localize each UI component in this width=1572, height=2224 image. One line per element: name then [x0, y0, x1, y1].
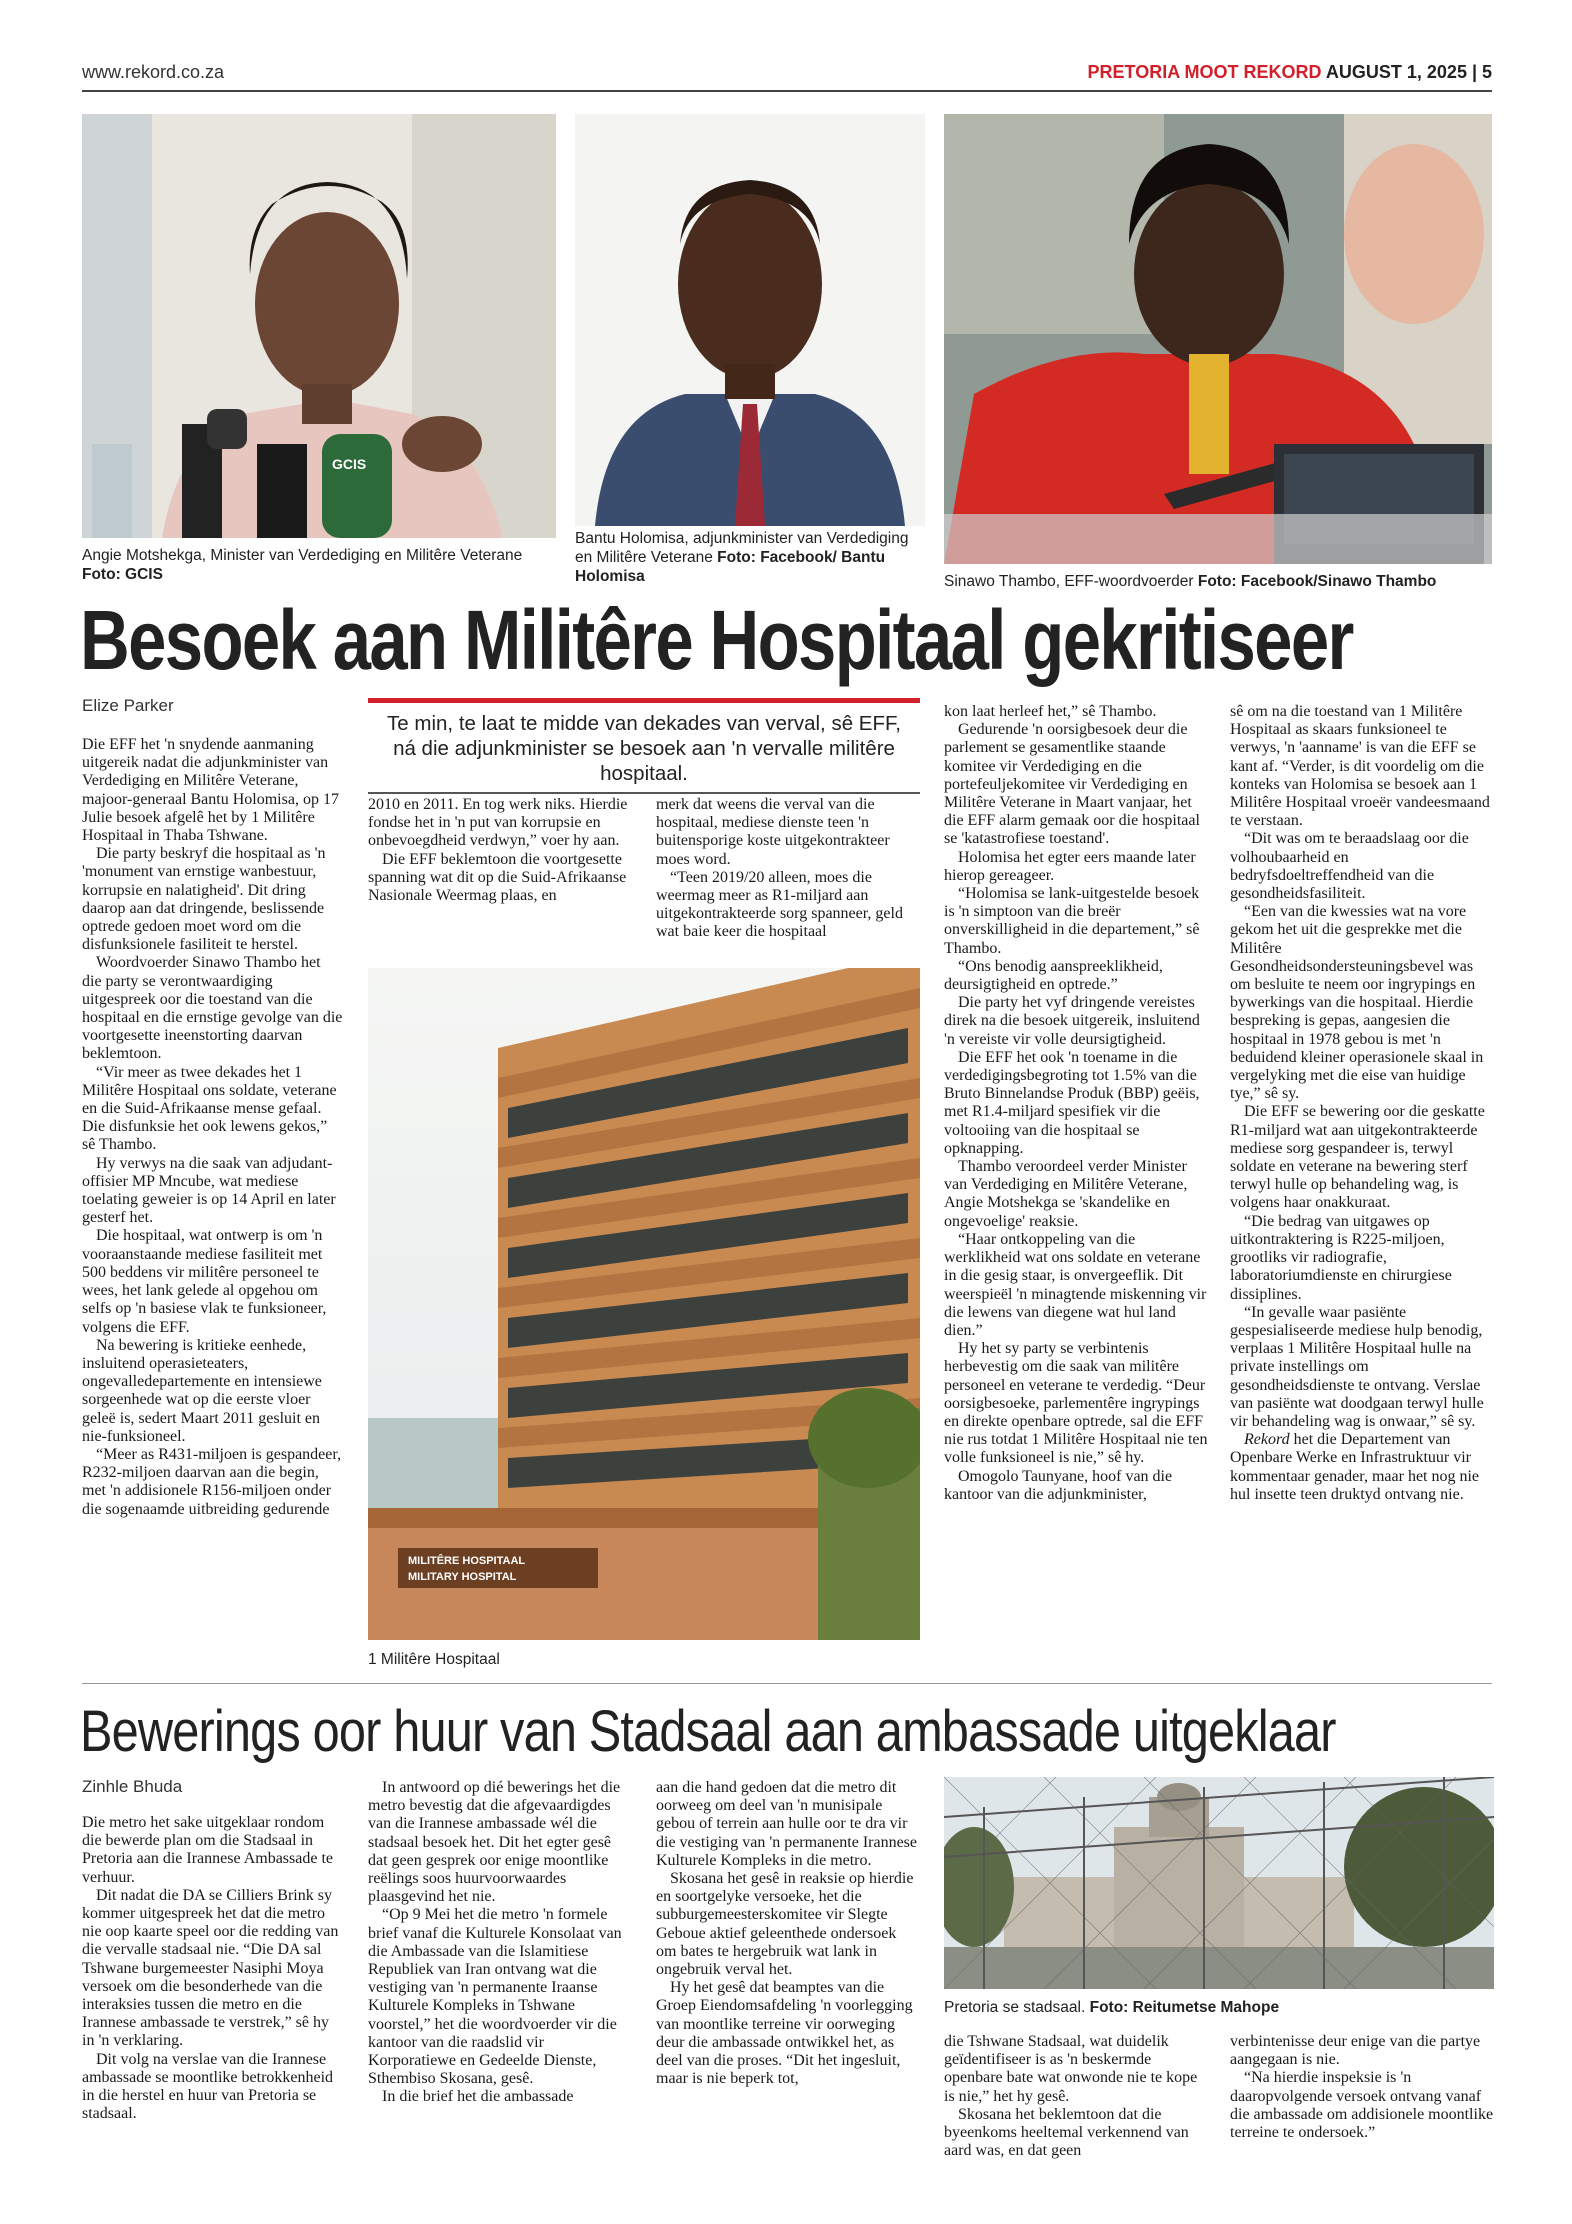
section-divider	[82, 1683, 1492, 1684]
photo-1-military-hospital	[368, 968, 920, 1640]
caption-hospital: 1 Militêre Hospitaal	[368, 1651, 500, 1668]
paragraph: Hy het gesê dat beamptes van die Groep Eiendomsafdeling 'n voorlegging van moontlike terreine vir oorweging deur die ambassade ontwikkel het, as deel van die proses. “Dit het ingesluit, maar is nie beperk tot,	[656, 1979, 913, 2088]
article1-column-4	[944, 703, 1208, 1504]
photo-thambo	[944, 114, 1492, 564]
paragraph: “Holomisa se lank-uitgestelde besoek is 'n simptoon van die breër onverskilligheid in die departement,” sê Thambo.	[944, 885, 1200, 957]
paragraph: Die EFF het 'n snydende aanmaning uitgereik nadat die adjunkminister van Verdediging en Militêre Veterane, majoor-generaal Bantu Holomisa, op 17 Julie besoek afgelê het by 1 Militêre Hospitaal in Thaba Tshwane.	[82, 736, 339, 845]
article2-column-3	[656, 1779, 920, 2088]
paragraph: “Meer as R431-miljoen is gespandeer, R232-miljoen daarvan aan die begin, met 'n addisionele R156-miljoen onder die sogenaamde uitbreiding gedurende	[82, 1445, 342, 1518]
paragraph: Skosana het gesê in reaksie op hierdie en soortgelyke versoeke, het die subburgemeesterskomitee vir Slegte Geboue aktief geleenthede ondersoek om bates te hergebruik wat lank in ongebruik verval het.	[656, 1870, 914, 1979]
paragraph: “Die bedrag van uitgawes op uitkontraktering is R225-miljoen, grootliks vir radiografie, laboratoriumdienste en chirurgiese dissiplines.	[1230, 1212, 1452, 1303]
hospital-sign-line-2: MILITARY HOSPITAL	[408, 1571, 517, 1583]
paragraph: Na bewering is kritieke eenhede, insluitend operasieteaters, ongevalledepartemente en intensiewe sorgeenhede wat op die eerste vloer geleë is, sedert Maart 2011 gesluit en nie-funksioneel.	[82, 1336, 322, 1445]
paragraph: sê om na die toestand van 1 Militêre Hospitaal as skaars funksioneel te verwys, 'n 'aanname' is van die EFF se kant af. “Verder, is dit voordelig om die konteks van Holomisa se besoek aan 1 Militêre Hospitaal vroeër vandeesmaand te verstaan.	[1230, 703, 1490, 830]
paragraph: Gedurende 'n oorsigbesoek deur die parlement se gesamentlike staande komitee vir Verdediging en die portefeuljekomitee vir Verdediging en Militêre Veterane in Maart vanjaar, het die EFF alarm gemaak oor die hospitaal se 'katastrofiese toestand'.	[944, 721, 1200, 848]
paragraph: Die hospitaal, wat ontwerp is om 'n vooraanstaande mediese fasiliteit met 500 beddens vir militêre personeel te wees, het lank gelede al opgehou om selfs op 'n basiese vlak te funksioneer, volgens die EFF.	[82, 1227, 327, 1336]
paragraph: die Tshwane Stadsaal, wat duidelik geïdentifiseer is as 'n beskermde openbare bate wat onwonde nie te kope is nie,” het hy gesê.	[944, 2033, 1198, 2105]
paragraph: Dit volg na verslae van die Irannese ambassade se moontlike betrokkenheid in die herstel en huur van Pretoria se stadsaal.	[82, 2050, 334, 2123]
paragraph: In die brief het die ambassade	[382, 2088, 574, 2106]
paragraph: Hy verwys na die saak van adjudant-offisier MP Mncube, wat mediese toelating geweier is op 14 April en later gesterf het.	[82, 1154, 336, 1227]
article2-column-2	[368, 1779, 632, 2107]
paragraph: Woordvoerder Sinawo Thambo het die party se verontwaardiging uitgespreek oor die toestand van die hospitaal en die ernstige gevolge van die voortgesette ineenstorting daarvan beklemtoon.	[82, 954, 343, 1063]
header-rule	[82, 90, 1492, 92]
caption-stadsaal: Pretoria se stadsaal. Foto: Reitumetse Mahope	[944, 1999, 1280, 2016]
paragraph: “Haar ontkoppeling van die werklikheid wat ons soldate en veterane in die gesig staar, is onvergeeflik. Dit weerspieël 'n minagtende miskenning vir die lewens van diegene wat hul land dien.”	[944, 1230, 1207, 1339]
article1-column-5	[1230, 703, 1494, 1504]
paragraph: 2010 en 2011. En tog werk niks. Hierdie fondse het in 'n put van korrupsie en onbevoegdheid verdwyn,” voer hy aan.	[368, 796, 628, 850]
headline-stadsaal: Bewerings oor huur van Stadsaal aan ambassade uitgeklaar	[80, 1699, 1336, 1764]
paragraph: “Na hierdie inspeksie is 'n daaropvolgende versoek ontvang vanaf die ambassade om addisionele moontlike terreine te ondersoek.”	[1230, 2069, 1494, 2142]
headline-military-hospital: Besoek aan Militêre Hospitaal gekritiseer	[80, 593, 1353, 687]
photo-motshekga	[82, 114, 556, 538]
photo-holomisa	[575, 114, 925, 526]
article2-column-1	[82, 1814, 344, 2123]
byline-zinhle-bhuda: Zinhle Bhuda	[82, 1777, 183, 1796]
article2-column-4	[944, 2033, 1208, 2160]
article1-column-1	[82, 736, 344, 1519]
page-header-info	[1088, 62, 1492, 83]
publication-name: PRETORIA MOOT REKORD	[1087, 62, 1322, 82]
byline-elize-parker: Elize Parker	[82, 696, 174, 715]
website-url[interactable]: www.rekord.co.za	[82, 62, 225, 82]
article1-column-3	[656, 796, 920, 942]
caption-thambo: Sinawo Thambo, EFF-woordvoerder Foto: Facebook/Sinawo Thambo	[944, 573, 1437, 590]
article1-column-2	[368, 796, 630, 905]
paragraph-rekord-note: Rekord het die Departement van Openbare Werke en Infrastruktuur vir kommentaar genader, maar het nog nie hul insette teen druktyd ontvang nie.	[1230, 1431, 1480, 1503]
paragraph: “Dit was om te beraadslaag oor die volhoubaarheid en bedryfsdoeltreffendheid van die gesondheidsfasiliteit.	[1230, 830, 1469, 903]
paragraph: Thambo veroordeel verder Minister van Verdediging en Militêre Veterane, Angie Motshekga se 'skandelike en ongevoelige' reaksie.	[944, 1158, 1188, 1230]
paragraph: “Vir meer as twee dekades het 1 Militêre Hospitaal ons soldate, veterane en die Suid-Afrikaanse mense gefaal. Die disfunksie het ook lewens gekos,” sê Thambo.	[82, 1063, 337, 1154]
paragraph: aan die hand gedoen dat die metro dit oorweeg om deel van 'n munisipale gebou of terrein aan hulle oor te dra vir die vestiging van 'n permanente Irannese Kulturele Kompleks in die metro.	[656, 1779, 918, 1869]
paragraph: Omogolo Taunyane, hoof van die kantoor van die adjunkminister,	[944, 1467, 1173, 1503]
paragraph: Die metro het sake uitgeklaar rondom die bewerde plan om die Stadsaal in Pretoria aan die Irannese Ambassade te verhuur.	[82, 1814, 334, 1886]
paragraph: “Op 9 Mei het die metro 'n formele brief vanaf die Kulturele Konsolaat van die Ambassade van die Islamitiese Republiek van Iran ontvang wat die vestiging van 'n permanente Iraanse Kulturele Kompleks in Tshwane voorstel,” het die woordvoerder vir die kantoor van die raadslid vir Korporatiewe en Gedeelde Dienste, Sthembiso Skosana, gesê.	[368, 1906, 622, 2088]
caption-holomisa: Bantu Holomisa, adjunkminister van Verdediging en Militêre Veterane Foto: Facebook/ Bantu Holomisa	[575, 530, 909, 585]
paragraph: Die party het vyf dringende vereistes direk na die besoek uitgereik, insluitend 'n vereiste vir volle deursigtigheid.	[944, 994, 1200, 1048]
pull-quote: Te min, te laat te midde van dekades van verval, sê EFF, ná die adjunkminister se besoek aan 'n vervalle militêre hospitaal.	[368, 698, 920, 794]
paragraph: Hy het sy party se verbintenis herbevestig om die saak van militêre personeel en veterane te verdedig. “Deur oorsigbesoeke, parlementêre ingrypings en direkte openbare optrede, sal die EFF nie rus totdat 1 Militêre Hospitaal nie ten volle funksioneel is nie,” sê hy.	[944, 1340, 1208, 1467]
hospital-sign-line-1: MILITÊRE HOSPITAAL	[408, 1555, 526, 1567]
paragraph: Holomisa het egter eers maande later hierop gereageer.	[944, 848, 1196, 884]
paragraph: Die party beskryf die hospitaal as 'n 'monument van ernstige wanbestuur, korrupsie en nalatigheid'. Dit dring daarop aan dat dringende, beslissende optrede gedoen moet word om die disfunksionele fasiliteit te herstel.	[82, 845, 326, 954]
paragraph: kon laat herleef het,” sê Thambo.	[944, 703, 1157, 720]
paragraph: In antwoord op dié bewerings het die metro bevestig dat die afgevaardigdes van die Irannese ambassade wél die stadsaal besoek het. Dit het egter gesê dat geen gesprek oor enige moontlike reëlings soos huurvoorwaardes plaasgevind het nie.	[368, 1779, 621, 1906]
photo-pretoria-stadsaal	[944, 1777, 1494, 1989]
paragraph: Dit nadat die DA se Cilliers Brink sy kommer uitgespreek het dat die metro nie oop kaarte speel oor die redding van die vervalle stadsaal nie. “Die DA sal Tshwane burgemeester Nasiphi Moya versoek om die besonderhede van die interaksies tussen die metro en die Irannese ambassade te verstrek,” sê hy in 'n verklaring.	[82, 1886, 339, 2050]
paragraph: Die EFF beklemtoon die voortgesette spanning wat dit op die Suid-Afrikaanse Nasionale Weermag plaas, en	[368, 850, 627, 905]
paragraph: “Een van die kwessies wat na vore gekom het uit die gesprekke met die Militêre Gesondheidsondersteuningsbevel was om besluite te neem oor ingrypings en bywerkings van die hospitaal. Hierdie bespreking is gepas, aangesien die hospitaal in 1978 gebou is met 'n beduidend kleiner operasionele skaal in vergelyking met die eise van huidige tye,” sê sy.	[1230, 903, 1484, 1103]
caption-motshekga: Angie Motshekga, Minister van Verdediging en Militêre Veterane Foto: GCIS	[82, 547, 523, 583]
date-and-page: AUGUST 1, 2025 | 5	[1321, 62, 1492, 82]
svg-text:GCIS: GCIS	[332, 456, 367, 472]
paragraph: verbintenisse deur enige van die partye aangegaan is nie.	[1230, 2033, 1481, 2069]
article2-column-5	[1230, 2033, 1494, 2142]
paragraph: merk dat weens die verval van die hospitaal, mediese dienste teen 'n buitensporige koste uitgekontrakteer moes word.	[656, 796, 890, 868]
paragraph: Die EFF het ook 'n toename in die verdedigingsbegroting tot 1.5% van die Bruto Binnelandse Produk (BBP) geëis, met R1.4-miljard spesifiek vir die voltooiing van die hospitaal se opknapping.	[944, 1048, 1200, 1157]
paragraph: “In gevalle waar pasiënte gespesialiseerde mediese hulp benodig, verplaas 1 Militêre Hospitaal hulle na private instellings om gesondheidsdienste te ontvang. Verslae van pasiënte wat doodgaan terwyl hulle vir behandeling wag is onwaar,” sê sy.	[1230, 1303, 1484, 1430]
paragraph: Skosana het beklemtoon dat die byeenkoms heeltemal verkennend van aard was, en dat geen	[944, 2105, 1189, 2160]
paragraph: “Teen 2019/20 alleen, moes die weermag meer as R1-miljard aan uitgekontrakteerde sorg spanneer, geld wat baie keer die hospitaal	[656, 868, 903, 941]
paragraph: Die EFF se bewering oor die geskatte R1-miljard wat aan uitgekontrakteerde mediese sorg gespandeer is, terwyl soldate en veterane na bewering sterf terwyl hulle op behandeling wag, is volgens haar onakkuraat.	[1230, 1103, 1485, 1212]
paragraph: “Ons benodig aanspreeklikheid, deursigtigheid en optrede.”	[944, 957, 1163, 994]
